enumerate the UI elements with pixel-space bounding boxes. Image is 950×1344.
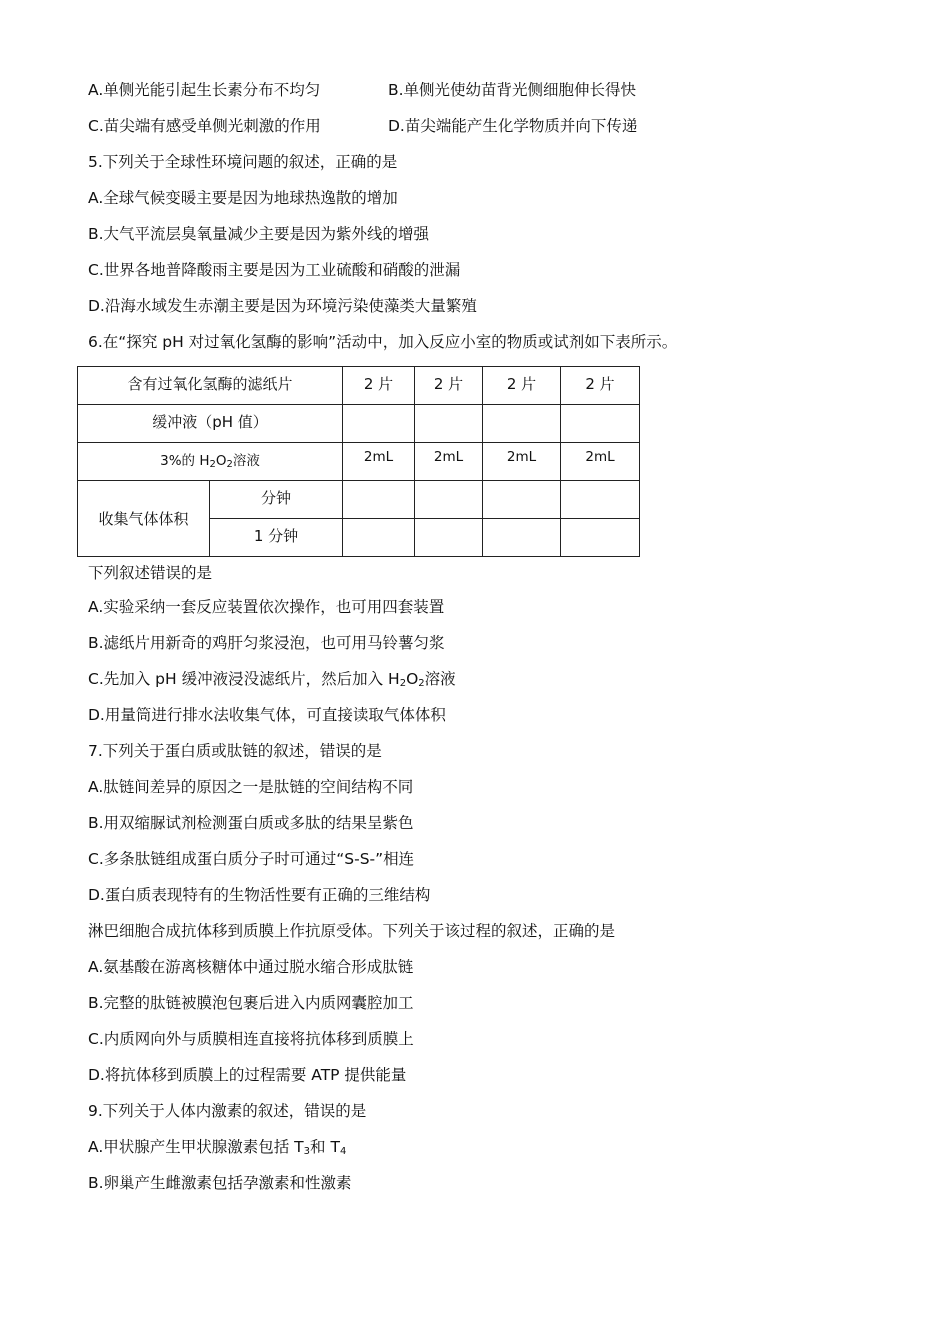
table-cell [415, 405, 483, 443]
q9-option-a: A.甲状腺产生甲状腺激素包括 $T_3$和 $T_4$ [88, 1138, 347, 1157]
table-cell [415, 519, 483, 557]
table-row [78, 481, 640, 519]
table-cell [561, 519, 640, 557]
table-cell [343, 481, 415, 519]
table-cell: 2mL [343, 443, 415, 481]
table-cell: 2 片 [483, 367, 561, 405]
q6-option-b: B.滤纸片用新奇的鸡肝匀浆浸泡，也可用马铃薯匀浆 [88, 634, 445, 652]
table-cell: 2 片 [415, 367, 483, 405]
q8-option-d: D.将抗体移到质膜上的过程需要 ATP 提供能量 [88, 1066, 407, 1084]
q7-option-a: A.肽链间差异的原因之一是肽链的空间结构不同 [88, 778, 414, 796]
q5-option-b: B.大气平流层臭氧量减少主要是因为紫外线的增强 [88, 225, 430, 243]
q4-option-b: B.单侧光使幼苗背光侧细胞伸长得快 [388, 81, 637, 99]
table-cell [561, 481, 640, 519]
table-cell [415, 481, 483, 519]
experiment-table [77, 366, 640, 557]
table-cell: 2mL [561, 443, 640, 481]
table-cell [561, 405, 640, 443]
q5-option-c: C.世界各地普降酸雨主要是因为工业硫酸和硝酸的泄漏 [88, 261, 461, 279]
table-cell [483, 481, 561, 519]
q6-stem: 6.在“探究 pH 对过氧化氢酶的影响”活动中，加入反应小室的物质或试剂如下表所示。 [88, 333, 678, 351]
q4-option-d: D.苗尖端能产生化学物质并向下传递 [388, 117, 638, 135]
row-label: 3%的 $H_2O_2$溶液 [78, 443, 343, 481]
q7-stem: 7.下列关于蛋白质或肽链的叙述，错误的是 [88, 742, 382, 760]
q5-option-a: A.全球气候变暖主要是因为地球热逸散的增加 [88, 189, 398, 207]
q9-option-b: B.卵巢产生雌激素包括孕激素和性激素 [88, 1174, 352, 1192]
table-row [78, 367, 640, 405]
table-cell [483, 405, 561, 443]
table-cell: 2mL [483, 443, 561, 481]
q5-option-d: D.沿海水域发生赤潮主要是因为环境污染使藻类大量繁殖 [88, 297, 477, 315]
q7-option-c: C.多条肽链组成蛋白质分子时可通过“S-S-”相连 [88, 850, 415, 868]
row-label: 缓冲液（pH 值） [78, 405, 343, 443]
q4-option-a: A.单侧光能引起生长素分布不均匀 [88, 81, 321, 99]
table-cell [483, 519, 561, 557]
table-row [78, 405, 640, 443]
table-cell: 2mL [415, 443, 483, 481]
q8-stem: 淋巴细胞合成抗体移到质膜上作抗原受体。下列关于该过程的叙述，正确的是 [88, 922, 616, 940]
row-group-label: 收集气体体积 [78, 481, 210, 557]
table-cell: 2 片 [561, 367, 640, 405]
table-cell [343, 405, 415, 443]
q6-option-d: D.用量筒进行排水法收集气体，可直接读取气体体积 [88, 706, 446, 724]
q7-option-b: B.用双缩脲试剂检测蛋白质或多肽的结果呈紫色 [88, 814, 414, 832]
q6-option-c: C.先加入 pH 缓冲液浸没滤纸片，然后加入 $H_2O_2$溶液 [88, 670, 456, 689]
q7-option-d: D.蛋白质表现特有的生物活性要有正确的三维结构 [88, 886, 431, 904]
q8-option-c: C.内质网向外与质膜相连直接将抗体移到质膜上 [88, 1030, 414, 1048]
q9-stem: 9.下列关于人体内激素的叙述，错误的是 [88, 1102, 367, 1120]
q5-stem: 5.下列关于全球性环境问题的叙述，正确的是 [88, 153, 398, 171]
table-row [78, 443, 640, 481]
q6-option-a: A.实验采纳一套反应装置依次操作，也可用四套装置 [88, 598, 445, 616]
table-cell [343, 519, 415, 557]
q8-option-a: A.氨基酸在游离核糖体中通过脱水缩合形成肽链 [88, 958, 414, 976]
row-sublabel: 1 分钟 [210, 519, 343, 557]
row-sublabel: 分钟 [210, 481, 343, 519]
table-cell: 2 片 [343, 367, 415, 405]
q8-option-b: B.完整的肽链被膜泡包裹后进入内质网囊腔加工 [88, 994, 414, 1012]
row-label: 含有过氧化氢酶的滤纸片 [78, 367, 343, 405]
q4-option-c: C.苗尖端有感受单侧光刺激的作用 [88, 117, 321, 135]
q6-question: 下列叙述错误的是 [88, 564, 213, 582]
